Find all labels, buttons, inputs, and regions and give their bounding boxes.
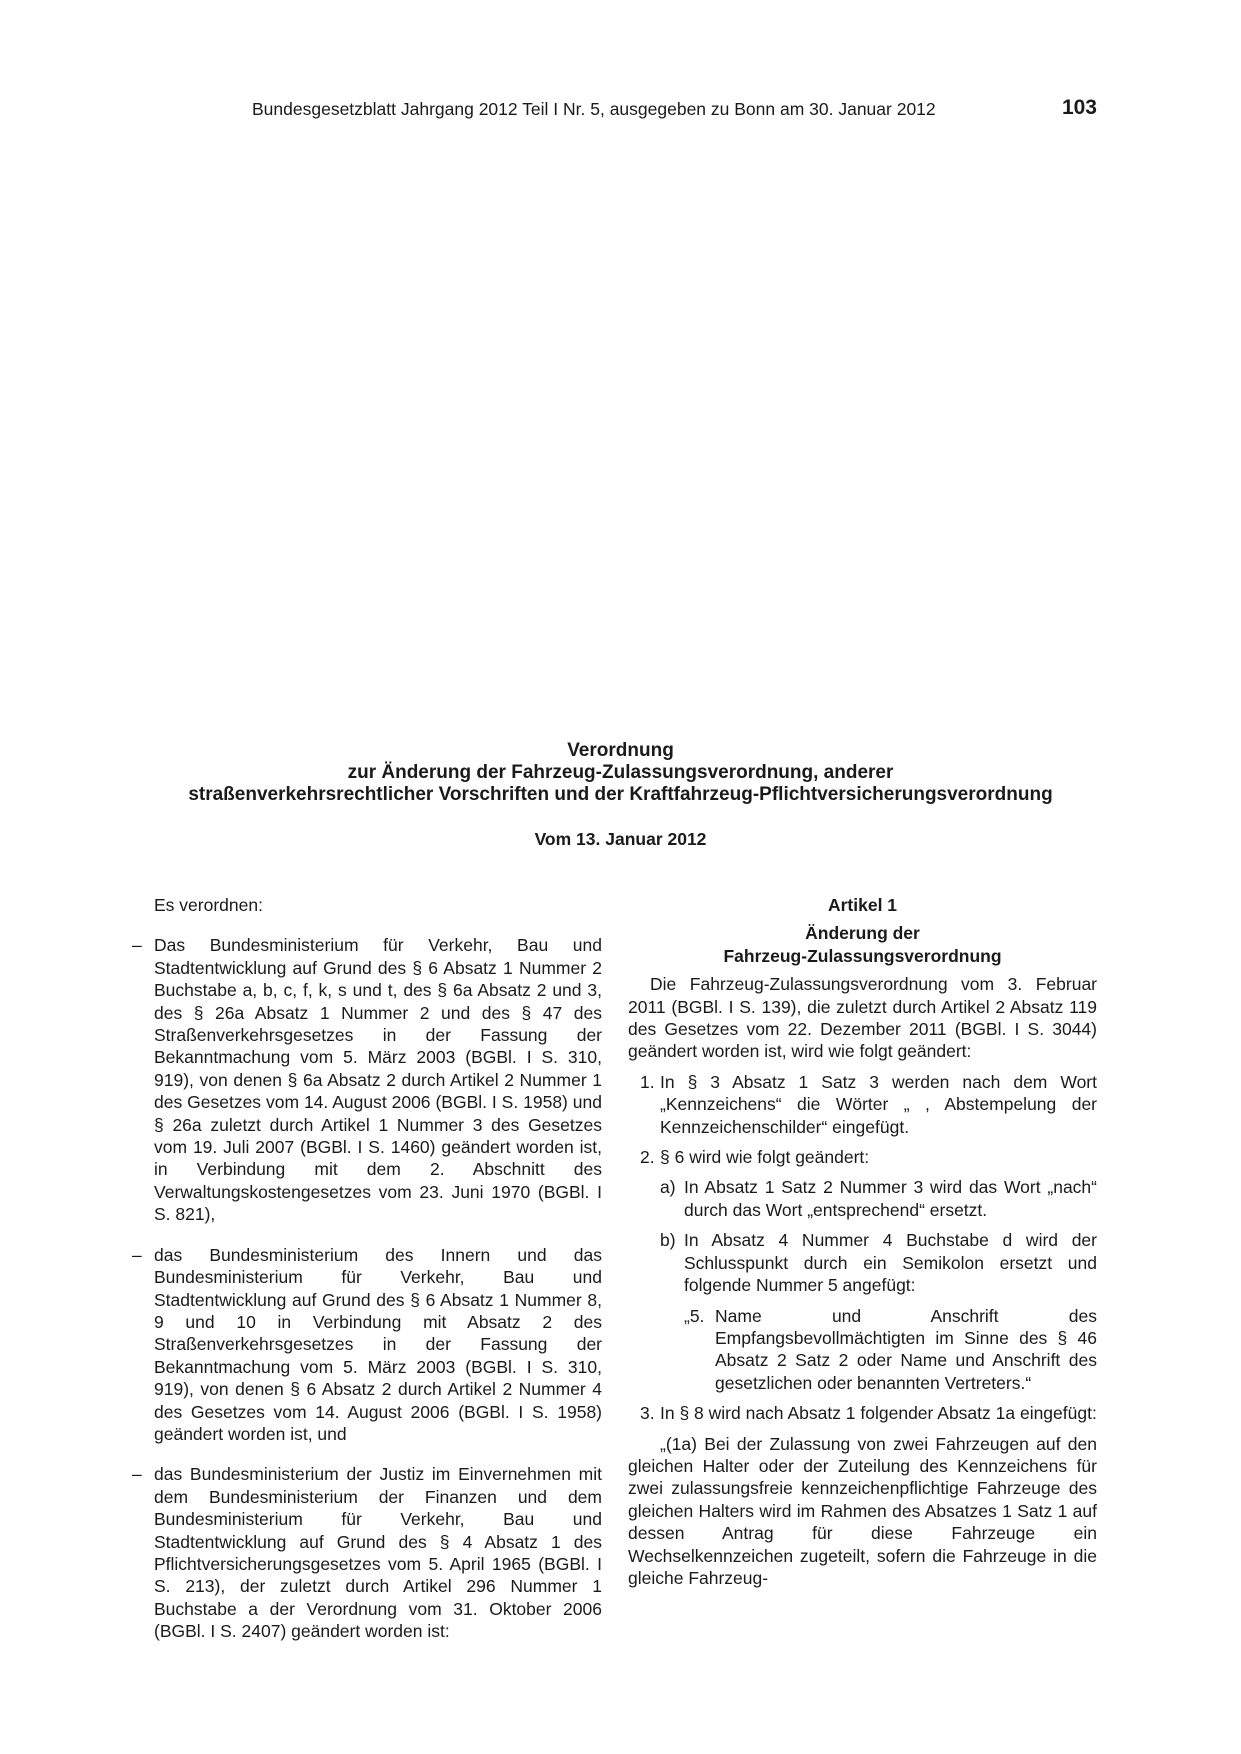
item-marker: „5. <box>684 1305 705 1326</box>
document-date: Vom 13. Januar 2012 <box>534 829 707 849</box>
article-title <box>628 922 1097 967</box>
item-text: § 6 wird wie folgt geändert: <box>660 1147 870 1168</box>
page-number: 103 <box>1061 96 1097 119</box>
item-marker: 1. <box>640 1071 655 1092</box>
inserted-paragraph-1a: „(1a) Bei der Zulassung von zwei Fahrzeugen auf den gleichen Halter oder der Zuteilung des Kennzeichens für zwei zulassungsfreie kennzeichenpflichtige Fahrzeuge des gleichen Halters wird im Rahmen des Absatzes 1 Satz 1 auf dessen Antrag für diese Fahrzeuge ein Wechselkennzeichen zugeteilt, sofern die Fahrzeuge in die gleiche Fahrzeug- <box>628 1433 1097 1588</box>
amendment-item-2a <box>628 1176 1097 1221</box>
preamble-item <box>132 1463 602 1642</box>
item-text: In § 3 Absatz 1 Satz 3 werden nach dem Wort „Kennzeichens“ die Wörter „ , Abstempelung der Kennzeichenschilder“ eingefügt. <box>660 1071 1097 1137</box>
preamble-item-text: Das Bundesministerium für Verkehr, Bau und Stadtentwicklung auf Grund des § 6 Absatz 1 Nummer 2 Buchstabe a, b, c, f, k, s und t, des § 6a Absatz 2 und 3, des § 26a Absatz 1 Nummer 2 und des § 47 des Straßenverkehrsgesetzes in der Fassung der Bekanntmachung vom 5. März 2003 (BGBl. I S. 310, 919), von denen § 6a Absatz 2 durch Artikel 2 Nummer 1 des Gesetzes vom 14. August 2006 (BGBl. I S. 1958) und § 26a zuletzt durch Artikel 1 Nummer 3 des Gesetzes vom 19. Juli 2007 (BGBl. I S. 1460) geändert worden ist, in Verbindung mit dem 2. Abschnitt des Verwaltungskostengesetzes vom 23. Juni 1970 (BGBl. I S. 821), <box>154 935 602 1225</box>
article-title-line-2: Fahrzeug-Zulassungsverordnung <box>723 945 1002 966</box>
preamble-item-text: das Bundesministerium des Innern und das Bundesministerium für Verkehr, Bau und Stadtentwicklung auf Grund des § 6 Absatz 1 Nummer 8, 9 und 10 in Verbindung mit Absatz 2 des Straßenverkehrsgesetzes in der Fassung der Bekanntmachung vom 5. März 2003 (BGBl. I S. 310, 919), von denen § 6 Absatz 2 durch Artikel 2 Nummer 4 des Gesetzes vom 14. August 2006 (BGBl. I S. 1958) geändert worden ist, und <box>154 1244 602 1444</box>
running-head: Bundesgesetzblatt Jahrgang 2012 Teil I Nr. 5, ausgegeben zu Bonn am 30. Januar 2012 <box>252 99 936 119</box>
amendment-item-1 <box>628 1071 1097 1138</box>
title-line-2: zur Änderung der Fahrzeug-Zulassungsverordnung, anderer <box>347 762 894 783</box>
item-marker: 3. <box>640 1403 655 1424</box>
item-marker: 2. <box>640 1147 655 1168</box>
dash-marker: – <box>132 935 142 956</box>
item-marker: b) <box>660 1230 676 1251</box>
preamble-item <box>132 934 602 1225</box>
inserted-number-5 <box>628 1305 1097 1395</box>
preamble-item-text: das Bundesministerium der Justiz im Einvernehmen mit dem Bundesministerium der Finanzen und dem Bundesministerium für Verkehr, Bau und Stadtentwicklung auf Grund des § 4 Absatz 1 des Pflichtversicherungsgesetzes vom 5. April 1965 (BGBl. I S. 213), der zuletzt durch Artikel 296 Nummer 1 Buchstabe a der Verordnung vom 31. Oktober 2006 (BGBl. I S. 2407) geändert worden ist: <box>154 1464 602 1642</box>
amendment-item-2b <box>628 1229 1097 1296</box>
title-line-3: straßenverkehrsrechtlicher Vorschriften und der Kraftfahrzeug-Pflichtversicherungsverordnung <box>188 784 1053 805</box>
item-text: In Absatz 4 Nummer 4 Buchstabe d wird der Schlusspunkt durch ein Semikolon ersetzt und folgende Nummer 5 angefügt: <box>684 1230 1097 1296</box>
left-column <box>132 894 602 1661</box>
preamble-item <box>132 1244 602 1446</box>
article-title-line-1: Änderung der <box>805 923 920 944</box>
amendment-item-3 <box>628 1402 1097 1424</box>
item-text: In Absatz 1 Satz 2 Nummer 3 wird das Wort „nach“ durch das Wort „entsprechend“ ersetzt. <box>684 1177 1097 1220</box>
item-text: In § 8 wird nach Absatz 1 folgender Absatz 1a eingefügt: <box>660 1403 1097 1424</box>
item-marker: a) <box>660 1177 676 1198</box>
dash-marker: – <box>132 1464 142 1485</box>
article-intro-paragraph: Die Fahrzeug-Zulassungsverordnung vom 3. Februar 2011 (BGBl. I S. 139), die zuletzt durch Artikel 2 Absatz 119 des Gesetzes vom 22. Dezember 2011 (BGBl. I S. 3044) geändert worden ist, wird wie folgt geändert: <box>628 974 1097 1062</box>
amendment-item-2 <box>628 1146 1097 1168</box>
dash-marker: – <box>132 1244 142 1265</box>
item-text: Name und Anschrift des Empfangsbevollmächtigten im Sinne des § 46 Absatz 2 Satz 2 oder Name und Anschrift des gesetzlichen oder benannten Vertreters.“ <box>715 1305 1097 1393</box>
title-line-1: Verordnung <box>567 740 674 761</box>
right-column <box>628 894 1097 1597</box>
preamble-intro: Es verordnen: <box>154 895 263 915</box>
article-label: Artikel 1 <box>827 895 898 915</box>
document-title <box>120 740 1121 806</box>
